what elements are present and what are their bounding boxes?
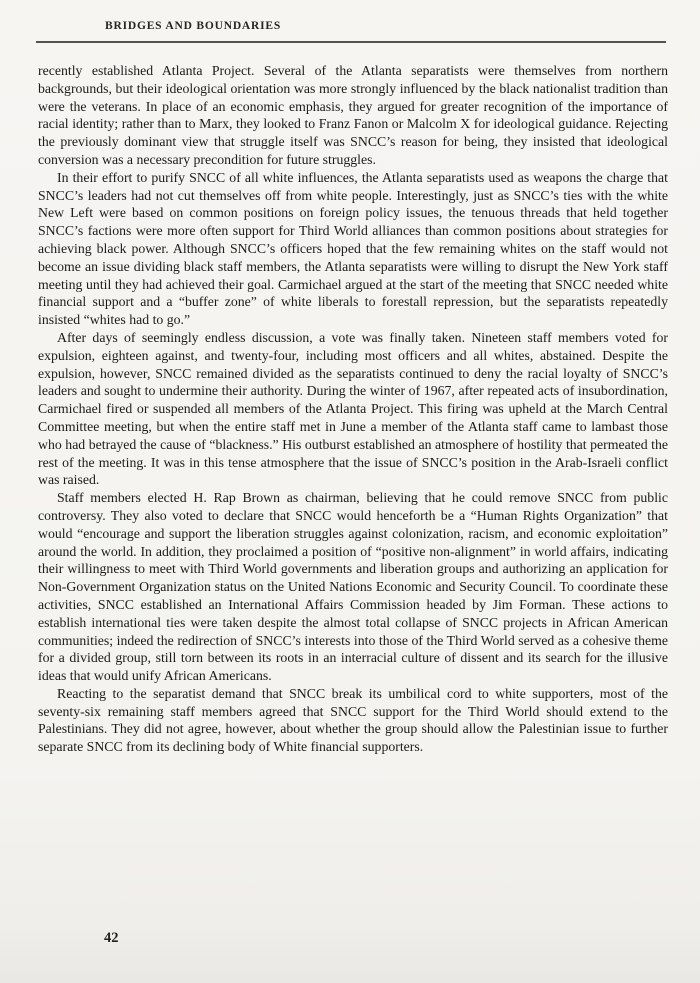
paragraph: In their effort to purify SNCC of all white influences, the Atlanta separatists used as weapons the charge that SNCC’s leaders had not cut themselves off from white people. Interestingly, just as SNCC’s ties with the white New Left were based on common positions on foreign policy issues, the tenuous threads that held together SNCC’s factions were more often support for Third World alliances than common positions about strategies for achieving black power. Although SNCC’s officers hoped that the few remaining whites on the staff would not become an issue dividing black staff members, the Atlanta separatists were willing to disrupt the New York staff meeting until they had achieved their goal. Carmichael argued at the start of the meeting that SNCC needed white financial support and a “buffer zone” of white liberals to forestall repression, but the separatists repeatedly insisted “whites had to go.” bbox=[38, 169, 668, 328]
header-rule bbox=[36, 41, 666, 43]
body-text bbox=[38, 62, 668, 756]
paragraph: After days of seemingly endless discussion, a vote was finally taken. Nineteen staff members voted for expulsion, eighteen against, and twenty-four, including most officers and all whites, abstained. Despite the expulsion, however, SNCC remained divided as the separatists continued to deny the racial loyalty of SNCC’s leaders and sought to undermine their authority. During the winter of 1967, after repeated acts of insubordination, Carmichael fired or suspended all members of the Atlanta Project. This firing was upheld at the March Central Committee meeting, but when the entire staff met in June a member of the Atlanta staff came to lambast those who had betrayed the cause of “blackness.” His outburst established an atmosphere of hostility that permeated the rest of the meeting. It was in this tense atmosphere that the issue of SNCC’s position in the Arab-Israeli conflict was raised. bbox=[38, 329, 668, 488]
paragraph: Reacting to the separatist demand that SNCC break its umbilical cord to white supporters, most of the seventy-six remaining staff members agreed that SNCC support for the Third World should extend to the Palestinians. They did not agree, however, about whether the group should allow the Palestinian issue to further separate SNCC from its declining body of White financial supporters. bbox=[38, 685, 668, 755]
paragraph: recently established Atlanta Project. Several of the Atlanta separatists were themselves from northern backgrounds, but their ideological orientation was more strongly influenced by the black nationalist tradition than were the veterans. In place of an economic emphasis, they argued for greater recognition of the importance of racial identity; rather than to Marx, they looked to Franz Fanon or Malcolm X for ideological guidance. Rejecting the previously dominant view that struggle itself was SNCC’s reason for being, they insisted that ideological conversion was a necessary precondition for future struggles. bbox=[38, 63, 668, 167]
paragraph: Staff members elected H. Rap Brown as chairman, believing that he could remove SNCC from public controversy. They also voted to declare that SNCC would henceforth be a “Human Rights Organization” that would “encourage and support the liberation struggles against colonization, racism, and economic exploitation” around the world. In addition, they proclaimed a position of “positive non-alignment” in world affairs, indicating their willingness to meet with Third World governments and liberation groups and authorizing an application for Non-Government Organization status on the United Nations Economic and Security Council. To coordinate these activities, SNCC established an International Affairs Commission headed by Jim Forman. These actions to establish international ties were taken despite the almost total collapse of SNCC projects in African American communities; indeed the redirection of SNCC’s interests into those of the Third World served as a cohesive theme for a divided group, still torn between its roots in an interracial culture of dissent and its search for the illusive ideas that would unify African Americans. bbox=[38, 490, 668, 684]
running-header: BRIDGES AND BOUNDARIES bbox=[105, 20, 282, 32]
page-number: 42 bbox=[104, 930, 119, 946]
